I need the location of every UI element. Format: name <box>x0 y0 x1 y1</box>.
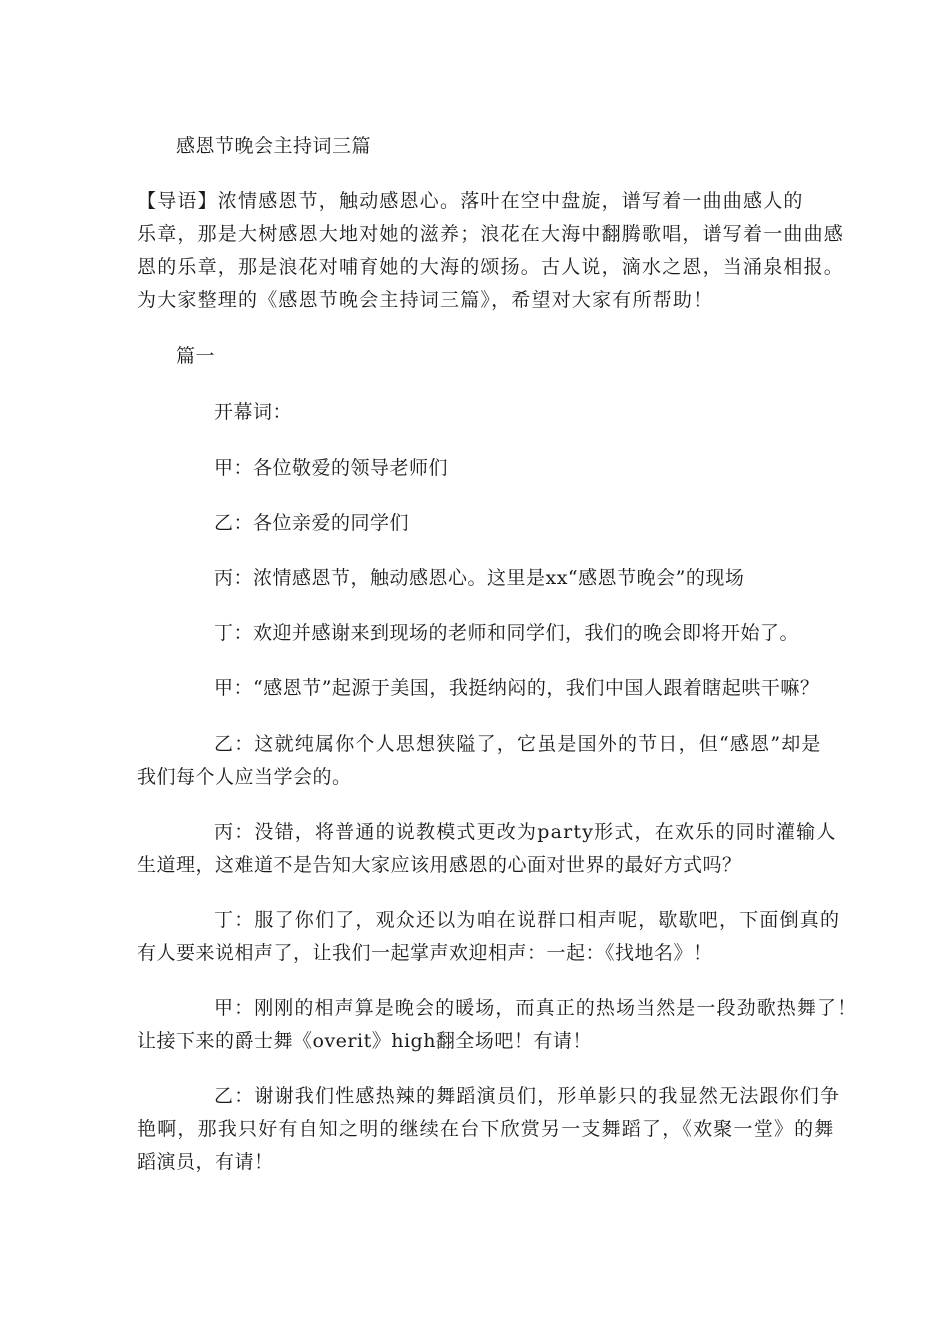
intro-paragraph-line: 【导语】浓情感恩节，触动感恩心。落叶在空中盘旋，谱写着一曲曲感人的 <box>137 190 804 212</box>
script-line-ding: 丁：欢迎并感谢来到现场的老师和同学们，我们的晚会即将开始了。 <box>214 622 800 644</box>
script-line-yi: 乙：这就纯属你个人思想狭隘了，它虽是国外的节日，但“感恩”却是 <box>214 733 822 755</box>
script-line-jia: 甲：刚刚的相声算是晚会的暖场，而真正的热场当然是一段劲歌热舞了！ <box>214 997 858 1019</box>
script-line-ding-continued: 有人要来说相声了，让我们一起掌声欢迎相声：一起：《找地名》！ <box>137 942 713 964</box>
script-line-yi-continued: 我们每个人应当学会的。 <box>137 766 352 788</box>
script-line-bing: 丙：浓情感恩节，触动感恩心。这里是xx“感恩节晚会”的现场 <box>214 567 745 589</box>
script-line-yi: 乙：各位亲爱的同学们 <box>214 512 410 534</box>
opening-label: 开幕词： <box>214 401 293 423</box>
script-line-yi: 乙：谢谢我们性感热辣的舞蹈演员们，形单影只的我显然无法跟你们争 <box>214 1085 841 1107</box>
script-line-yi-continued: 蹈演员，有请！ <box>137 1151 274 1173</box>
section-heading: 篇一 <box>176 345 216 367</box>
script-line-jia: 甲：各位敬爱的领导老师们 <box>214 457 449 479</box>
script-line-jia-continued: 让接下来的爵士舞《overit》high翻全场吧！有请！ <box>137 1030 592 1052</box>
intro-paragraph-line: 恩的乐章，那是浪花对哺育她的大海的颂扬。古人说，滴水之恩，当涌泉相报。 <box>137 256 845 278</box>
intro-paragraph-line: 为大家整理的《感恩节晚会主持词三篇》，希望对大家有所帮助！ <box>137 289 714 311</box>
script-line-yi-continued: 艳啊，那我只好有自知之明的继续在台下欣赏另一支舞蹈了，《欢聚一堂》的舞 <box>137 1118 835 1140</box>
intro-paragraph-line: 乐章，那是大树感恩大地对她的滋养；浪花在大海中翻腾歌唱，谱写着一曲曲感 <box>137 223 845 245</box>
document-title: 感恩节晚会主持词三篇 <box>176 135 372 157</box>
script-line-bing: 丙：没错，将普通的说教模式更改为party形式，在欢乐的同时灌输人 <box>214 821 837 843</box>
script-line-bing-continued: 生道理，这难道不是告知大家应该用感恩的心面对世界的最好方式吗？ <box>137 854 742 876</box>
script-line-ding: 丁：服了你们了，观众还以为咱在说群口相声呢，歇歇吧，下面倒真的 <box>214 909 841 931</box>
script-line-jia: 甲：“感恩节”起源于美国，我挺纳闷的，我们中国人跟着瞎起哄干嘛？ <box>214 677 820 699</box>
